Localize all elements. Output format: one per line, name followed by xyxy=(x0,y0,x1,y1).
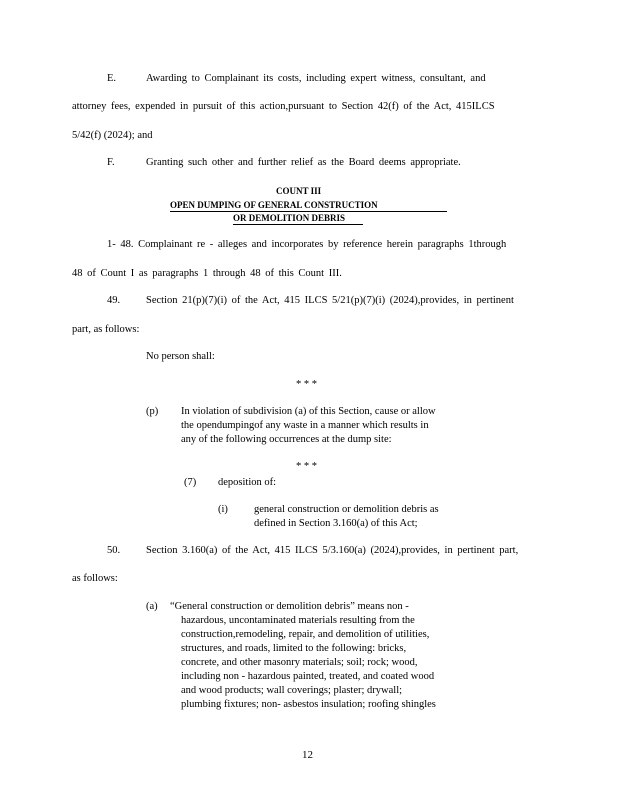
para-49-line-1: Section 21(p)(7)(i) of the Act, 415 ILCS 5/21(p)(7)(i) (2024),provides, in pertinent xyxy=(146,295,514,306)
page-number: 12 xyxy=(302,749,313,761)
quote1-p-line-3: any of the following occurrences at the dump site: xyxy=(181,434,392,445)
para-50-line-1: Section 3.160(a) of the Act, 415 ILCS 5/3.160(a) (2024),provides, in pertinent part, xyxy=(146,545,519,556)
count-heading-line-1: COUNT III xyxy=(276,186,322,196)
quote2-line: plumbing fixtures; non- asbestos insulation; roofing shingles xyxy=(181,699,436,710)
item-e-line-1: Awarding to Complainant its costs, including expert witness, consultant, and xyxy=(146,73,486,84)
heading-underline-2 xyxy=(233,224,363,225)
count-heading-line-3: OR DEMOLITION DEBRIS xyxy=(233,213,346,223)
count-heading-line-2: OPEN DUMPING OF GENERAL CONSTRUCTION xyxy=(170,200,378,210)
para-49-line-2: part, as follows: xyxy=(72,324,140,335)
para-50-number: 50. xyxy=(107,545,121,556)
item-f-letter: F. xyxy=(107,157,115,168)
quote2-a-label: (a) xyxy=(146,601,158,612)
para-49-number: 49. xyxy=(107,295,121,306)
para-50-line-2: as follows: xyxy=(72,573,118,584)
quote2-line: “General construction or demolition debris” means non - xyxy=(170,601,409,612)
quote1-intro: No person shall: xyxy=(146,351,215,362)
quote1-seven-label: (7) xyxy=(184,477,197,488)
quote1-seven-text: deposition of: xyxy=(218,477,277,488)
quote2-line: hazardous, uncontaminated materials resulting from the xyxy=(181,615,415,626)
quote1-p-label: (p) xyxy=(146,406,159,417)
quote1-p-line-2: the opendumpingof any waste in a manner which results in xyxy=(181,420,429,431)
quote1-asterisks-2: * * * xyxy=(296,461,317,472)
item-e-line-2: attorney fees, expended in pursuit of this action,pursuant to Section 42(f) of the Act, 415ILCS xyxy=(72,101,495,112)
heading-underline-1 xyxy=(170,211,447,212)
item-e-letter: E. xyxy=(107,73,117,84)
item-e-line-3: 5/42(f) (2024); and xyxy=(72,130,153,141)
para-1-48-line-1: 1- 48. Complainant re - alleges and incorporates by reference herein paragraphs 1through xyxy=(107,239,507,250)
quote1-i-line-1: general construction or demolition debris as xyxy=(254,504,439,515)
quote2-line: and wood products; wall coverings; plaster; drywall; xyxy=(181,685,403,696)
item-f-line-1: Granting such other and further relief as the Board deems appropriate. xyxy=(146,157,461,168)
quote1-i-line-2: defined in Section 3.160(a) of this Act; xyxy=(254,518,418,529)
quote1-i-label: (i) xyxy=(218,504,228,515)
quote1-asterisks-1: * * * xyxy=(296,379,317,390)
quote2-line: structures, and roads, limited to the following: bricks, xyxy=(181,643,407,654)
quote2-line: construction,remodeling, repair, and demolition of utilities, xyxy=(181,629,430,640)
para-1-48-line-2: 48 of Count I as paragraphs 1 through 48 of this Count III. xyxy=(72,268,342,279)
quote2-line: including non - hazardous painted, treated, and coated wood xyxy=(181,671,435,682)
quote1-p-line-1: In violation of subdivision (a) of this Section, cause or allow xyxy=(181,406,436,417)
quote2-line: concrete, and other masonry materials; soil; rock; wood, xyxy=(181,657,418,668)
